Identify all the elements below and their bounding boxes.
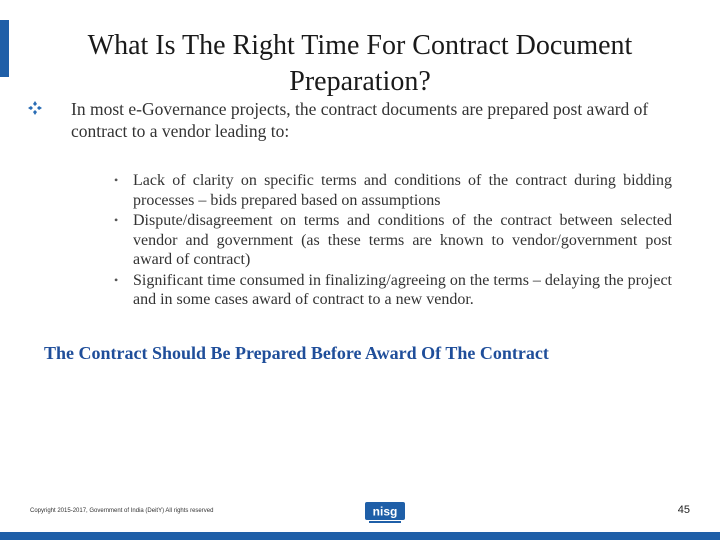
main-bullet-text: In most e-Governance projects, the contract documents are prepared post award of contract to a vendor leading to: xyxy=(71,99,649,141)
page-number: 45 xyxy=(677,504,690,516)
list-item xyxy=(110,271,672,310)
main-bullet xyxy=(28,98,678,142)
slide-title: What Is The Right Time For Contract Document Preparation? xyxy=(87,30,633,97)
list-item-text: Dispute/disagreement on terms and conditions of the contract between selected vendor and government (as these terms are known to vendor/government post award of contract) xyxy=(133,212,672,268)
list-item xyxy=(110,211,672,270)
copyright-notice: Copyright 2015-2017, Government of India (DeitY) All rights reserved xyxy=(30,508,214,514)
list-item-text: Significant time consumed in finalizing/agreeing on the terms – delaying the project and in some cases award of contract to a new vendor. xyxy=(133,271,672,308)
logo-text: nisg xyxy=(372,504,398,519)
list-item xyxy=(110,171,672,210)
bottom-accent-bar xyxy=(0,532,720,540)
left-accent-bar xyxy=(0,20,9,77)
dot-bullet-icon: • xyxy=(114,213,119,227)
dot-bullet-icon: • xyxy=(114,173,119,187)
dot-bullet-icon: • xyxy=(114,272,119,287)
sub-bullet-list xyxy=(110,171,672,311)
nisg-logo xyxy=(365,502,405,524)
conclusion-statement: The Contract Should Be Prepared Before Award Of The Contract xyxy=(44,343,549,363)
list-item-text: Lack of clarity on specific terms and conditions of the contract during bidding processes – bids prepared based on assumptions xyxy=(133,172,672,209)
diamond-bullet-icon xyxy=(28,101,42,115)
